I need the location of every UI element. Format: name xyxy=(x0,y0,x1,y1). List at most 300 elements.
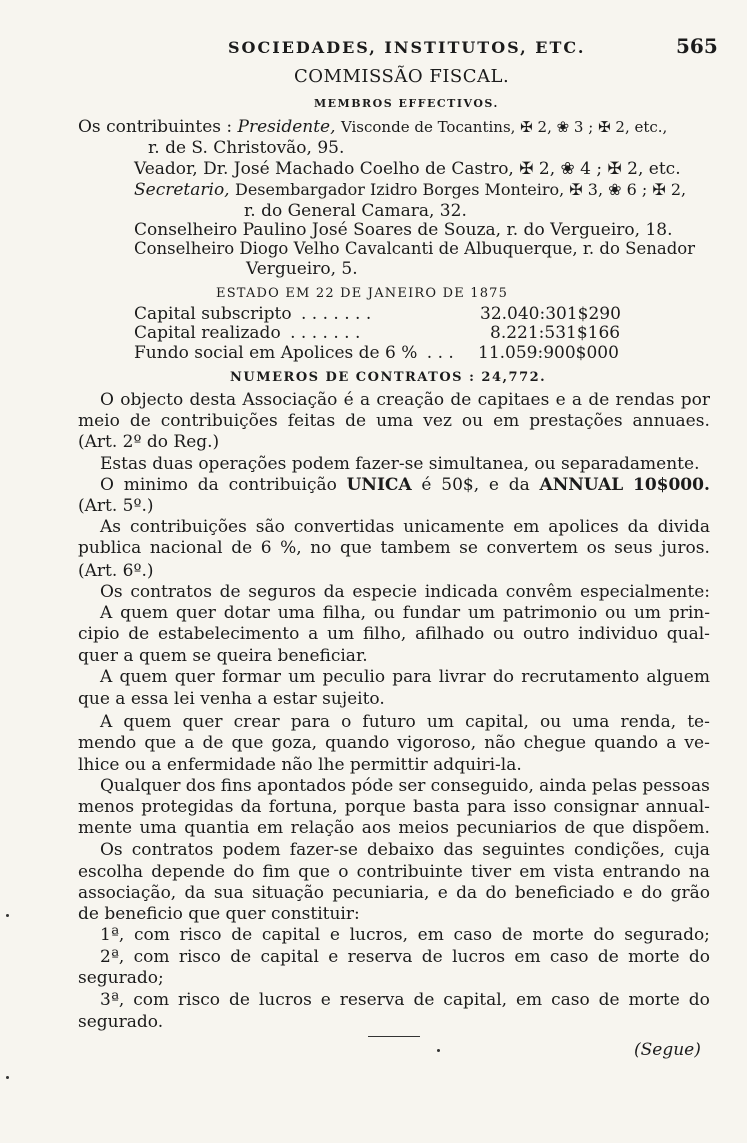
word: de xyxy=(231,538,253,558)
word: com xyxy=(133,947,170,967)
word: é xyxy=(421,475,432,495)
member-2-lead: Veador, Dr. xyxy=(134,159,229,179)
member-3-text: Desembargador Izidro Borges Monteiro, ✠ 3, ❀ 6 ; ✠ 2, xyxy=(235,180,687,199)
body-line xyxy=(100,475,710,495)
section-subtitle: MEMBROS EFFECTIVOS. xyxy=(314,97,499,110)
word: escolha xyxy=(78,862,144,882)
word: beneficiado xyxy=(514,883,615,903)
word: em xyxy=(519,862,546,882)
word: tambem xyxy=(380,538,451,558)
word: que xyxy=(298,862,331,882)
word: seguintes xyxy=(482,840,565,860)
word: uma xyxy=(572,712,610,732)
word: capital, xyxy=(443,990,508,1010)
body-line: segurado; xyxy=(78,968,164,988)
word: meio xyxy=(78,411,120,431)
word: quer xyxy=(174,667,215,687)
word: de xyxy=(501,925,523,945)
word: apolices xyxy=(548,517,619,537)
body-line: quer a quem se queira beneficiar. xyxy=(78,646,368,666)
word: do xyxy=(233,862,255,882)
body-line: Estas duas operações podem fazer-se simultanea, ou separadamente. xyxy=(100,454,700,474)
word: caso xyxy=(453,925,493,945)
word: da xyxy=(184,883,206,903)
word: fim xyxy=(262,862,290,882)
word: lucros, xyxy=(349,925,408,945)
word: aos xyxy=(361,818,391,838)
word: é xyxy=(343,390,354,410)
finance-label: Fundo social em Apolices de 6 % xyxy=(134,343,418,363)
word: um xyxy=(426,712,454,732)
word: objecto xyxy=(120,390,184,410)
word: de xyxy=(129,411,151,431)
word: isso xyxy=(513,797,547,817)
word: As xyxy=(100,517,122,537)
word: reserva xyxy=(347,947,413,967)
word: risco xyxy=(179,925,222,945)
word: e xyxy=(488,475,499,495)
body-line xyxy=(100,990,710,1010)
member-3 xyxy=(134,180,686,200)
word: sua xyxy=(213,883,244,903)
word: te- xyxy=(687,712,710,732)
word: especie xyxy=(352,582,418,602)
member-2 xyxy=(134,159,681,179)
word: fortuna, xyxy=(268,797,338,817)
word: um xyxy=(327,624,355,644)
scan-speck xyxy=(437,1049,440,1052)
word: para xyxy=(392,667,432,687)
word: desta xyxy=(189,390,237,410)
word: 6 xyxy=(260,538,272,558)
word: de xyxy=(219,582,241,602)
finance-value: 32.040:301$290 xyxy=(480,304,621,324)
member-3-cont: r. do General Camara, 32. xyxy=(244,201,467,221)
word: quando xyxy=(594,733,659,753)
word: lucros xyxy=(452,947,506,967)
word: os xyxy=(586,538,606,558)
word: risco xyxy=(178,947,221,967)
word: renda, xyxy=(620,712,677,732)
member-4: Conselheiro Paulino José Soares de Souza, r. do Vergueiro, 18. xyxy=(134,220,673,240)
word: convertem xyxy=(486,538,579,558)
word: ou xyxy=(539,712,562,732)
continued-note: (Segue) xyxy=(634,1040,701,1060)
word: Associação xyxy=(242,390,338,410)
word: a xyxy=(666,733,677,753)
word: que xyxy=(144,733,177,753)
member-1 xyxy=(78,117,667,137)
body-line: de beneficio que quer constituir: xyxy=(78,904,360,924)
word: uma xyxy=(376,411,414,431)
word: do xyxy=(593,925,615,945)
word: ou xyxy=(461,411,484,431)
word: O xyxy=(100,475,114,495)
word: O xyxy=(100,390,114,410)
word: quantia xyxy=(184,818,250,838)
word: a xyxy=(184,733,195,753)
word: livrar xyxy=(438,667,486,687)
word: de xyxy=(228,990,250,1010)
word: morte xyxy=(628,990,680,1010)
word: chegue xyxy=(523,733,587,753)
word: Qualquer xyxy=(100,776,181,796)
word: da xyxy=(627,517,649,537)
word: 2ª, xyxy=(100,947,125,967)
word: divida xyxy=(657,517,710,537)
word: tiver xyxy=(471,862,512,882)
member-5: Conselheiro Diogo Velho Cavalcanti de Albuquerque, r. do Senador xyxy=(134,239,696,258)
body-line xyxy=(100,517,710,537)
word: que xyxy=(339,538,372,558)
word: quer xyxy=(182,712,223,732)
body-line: que a essa lei venha a estar sujeito. xyxy=(78,689,385,709)
word: ainda xyxy=(539,776,587,796)
word: fundar xyxy=(402,603,461,623)
word: e xyxy=(622,883,633,903)
word: o xyxy=(338,862,349,882)
word: ser xyxy=(398,776,426,796)
word: caso xyxy=(551,990,590,1010)
body-line xyxy=(78,411,710,431)
word: reserva xyxy=(339,990,405,1010)
word: feitas xyxy=(287,411,336,431)
word: Os xyxy=(100,840,123,860)
word: não xyxy=(484,733,516,753)
word: de xyxy=(564,818,586,838)
word: da xyxy=(508,475,530,495)
word: de xyxy=(421,947,443,967)
word: de xyxy=(230,947,252,967)
word: contratos xyxy=(131,840,214,860)
body-line xyxy=(100,582,710,602)
word: cipio xyxy=(78,624,120,644)
word: entrando xyxy=(602,862,681,882)
word: apontados xyxy=(257,776,347,796)
word: quem xyxy=(119,667,168,687)
word: de xyxy=(597,947,619,967)
word: do xyxy=(492,667,515,687)
word: da xyxy=(240,797,262,817)
word: lucros xyxy=(258,990,312,1010)
contracts-heading: NUMEROS DE CONTRATOS : 24,772. xyxy=(230,370,547,385)
word: contribuições xyxy=(160,411,278,431)
word: com xyxy=(133,925,170,945)
word: na xyxy=(688,862,710,882)
word: a xyxy=(308,624,319,644)
word: a xyxy=(359,390,371,410)
word: das xyxy=(443,840,474,860)
body-line xyxy=(100,390,710,410)
member-1-cont: r. de S. Christovão, 95. xyxy=(148,138,345,158)
word: basta xyxy=(413,797,460,817)
finance-label: Capital realizado xyxy=(134,323,281,343)
word: recrutamento xyxy=(521,667,640,687)
body-line xyxy=(100,667,710,687)
word: caso xyxy=(549,947,589,967)
word: convertidas xyxy=(293,517,395,537)
word: situação xyxy=(252,883,325,903)
word: pelas xyxy=(591,776,638,796)
word: seus xyxy=(614,538,653,558)
word: pessoas xyxy=(642,776,710,796)
word: de xyxy=(598,990,620,1010)
word: pecuniaria, xyxy=(332,883,430,903)
word: a xyxy=(571,390,583,410)
state-heading: ESTADO EM 22 DE JANEIRO DE 1875 xyxy=(216,286,509,301)
word: morte xyxy=(532,925,584,945)
word: A xyxy=(100,603,113,623)
word: uma xyxy=(277,603,315,623)
word: mente xyxy=(78,818,133,838)
word: de xyxy=(231,925,253,945)
word: capital xyxy=(260,947,319,967)
word: futuro xyxy=(362,712,416,732)
word: qual- xyxy=(666,624,710,644)
word: ou xyxy=(373,603,395,623)
body-line xyxy=(100,925,710,945)
word: conseguido, xyxy=(430,776,534,796)
word: associação, xyxy=(78,883,177,903)
word: capitaes xyxy=(477,390,550,410)
body-line xyxy=(78,797,710,817)
word: A xyxy=(100,712,113,732)
word: morte xyxy=(628,947,680,967)
word: de xyxy=(202,733,224,753)
word: o xyxy=(341,712,352,732)
word: seguros xyxy=(248,582,316,602)
word: uma xyxy=(139,818,177,838)
word: segurado; xyxy=(624,925,710,945)
finance-row xyxy=(134,304,371,324)
word: afilhado xyxy=(415,624,485,644)
word: da xyxy=(197,475,219,495)
body-line: (Art. 6º.) xyxy=(78,561,154,581)
member-3-role: Secretario, xyxy=(134,180,230,200)
word: protegidas xyxy=(141,797,234,817)
word: patrimonio xyxy=(502,603,598,623)
word: vez xyxy=(423,411,452,431)
word: são xyxy=(255,517,285,537)
word: que xyxy=(592,818,625,838)
word: de xyxy=(450,390,472,410)
body-line xyxy=(100,947,710,967)
word: grão xyxy=(670,883,710,903)
finance-row xyxy=(134,343,454,363)
word: publica xyxy=(78,538,142,558)
body-line xyxy=(78,883,710,903)
body-line xyxy=(78,818,710,838)
body-line: (Art. 2º do Reg.) xyxy=(78,432,220,452)
word: dos xyxy=(185,776,216,796)
word: do xyxy=(485,883,507,903)
word: em xyxy=(417,925,444,945)
body-line: (Art. 5º.) xyxy=(78,496,154,516)
word: ANNUAL xyxy=(539,475,624,495)
finance-leader: . . . . . . . xyxy=(290,323,361,343)
word: porque xyxy=(344,797,406,817)
word: filho, xyxy=(362,624,407,644)
body-line: lhice ou a enfermidade não lhe permittir adquiri-la. xyxy=(78,755,522,775)
word: nacional xyxy=(149,538,223,558)
word: mendo xyxy=(78,733,137,753)
word: de xyxy=(413,990,435,1010)
word: depende xyxy=(151,862,226,882)
word: Os xyxy=(100,582,123,602)
word: estabelecimento xyxy=(158,624,300,644)
word: quando xyxy=(325,733,390,753)
word: 10$000. xyxy=(632,475,710,495)
word: annuaes. xyxy=(632,411,710,431)
word: e xyxy=(437,883,448,903)
word: goza, xyxy=(271,733,318,753)
word: contribuições xyxy=(129,517,247,537)
word: do xyxy=(688,947,710,967)
word: annual- xyxy=(645,797,710,817)
word: prin- xyxy=(668,603,710,623)
word: e xyxy=(329,925,340,945)
word: se xyxy=(459,538,478,558)
body-line: segurado. xyxy=(78,1012,164,1032)
word: contratos xyxy=(130,582,212,602)
word: debaixo xyxy=(367,840,435,860)
word: ve- xyxy=(684,733,710,753)
word: em xyxy=(493,411,520,431)
body-line xyxy=(78,733,710,753)
word: para xyxy=(466,797,507,817)
finance-value: 8.221:531$166 xyxy=(490,323,621,343)
word: capital xyxy=(261,925,321,945)
body-line xyxy=(100,840,710,860)
word: formar xyxy=(221,667,282,687)
word: filha, xyxy=(322,603,367,623)
word: fins xyxy=(220,776,252,796)
word: ou xyxy=(605,603,627,623)
member-1-lead: Os contribuintes : xyxy=(78,117,233,137)
word: quem xyxy=(123,712,172,732)
word: creação xyxy=(376,390,445,410)
word: que xyxy=(231,733,264,753)
word: por xyxy=(680,390,710,410)
word: juros. xyxy=(661,538,710,558)
word: menos xyxy=(78,797,135,817)
word: em xyxy=(513,517,540,537)
section-title: COMMISSÃO FISCAL. xyxy=(294,66,510,87)
word: 1ª, xyxy=(100,925,125,945)
word: um xyxy=(633,603,662,623)
word: consignar xyxy=(553,797,639,817)
word: alguem xyxy=(646,667,710,687)
word: ou xyxy=(493,624,515,644)
word: quer xyxy=(175,603,216,623)
word: um xyxy=(288,667,316,687)
body-line xyxy=(78,624,710,644)
word: capital, xyxy=(465,712,529,732)
word: condições, xyxy=(573,840,665,860)
word: da xyxy=(456,883,478,903)
word: dotar xyxy=(223,603,270,623)
word: risco xyxy=(178,990,221,1010)
body-line xyxy=(100,712,710,732)
word: para xyxy=(290,712,330,732)
word: 3ª, xyxy=(100,990,125,1010)
member-5-cont: Vergueiro, 5. xyxy=(246,259,358,279)
member-1-text: Visconde de Tocantins, ✠ 2, ❀ 3 ; ✠ 2, etc., xyxy=(340,118,668,136)
word: e xyxy=(555,390,566,410)
word: no xyxy=(310,538,332,558)
finance-label: Capital subscripto xyxy=(134,304,292,324)
finance-leader: . . . . . . . xyxy=(301,304,372,324)
member-2-text: José Machado Coelho de Castro, ✠ 2, ❀ 4 ; ✠ 2, etc. xyxy=(233,159,681,179)
word: póde xyxy=(351,776,394,796)
word: A xyxy=(100,667,113,687)
word: vigoroso, xyxy=(397,733,477,753)
word: quem xyxy=(120,603,169,623)
word: crear xyxy=(233,712,280,732)
page-number: 565 xyxy=(676,34,718,58)
word: relação xyxy=(290,818,355,838)
word: de xyxy=(588,390,610,410)
word: meios xyxy=(398,818,449,838)
word: de xyxy=(128,624,150,644)
word: com xyxy=(133,990,170,1010)
word: dispõem. xyxy=(632,818,710,838)
word: de xyxy=(345,411,367,431)
word: em xyxy=(256,818,284,838)
word: um xyxy=(467,603,496,623)
word: pecuniarios xyxy=(456,818,557,838)
word: UNICA xyxy=(346,475,412,495)
word: %, xyxy=(280,538,302,558)
finance-leader: . . . xyxy=(426,343,454,363)
word: fazer-se xyxy=(289,840,358,860)
word: rendas xyxy=(615,390,675,410)
word: indicada xyxy=(424,582,499,602)
scan-speck xyxy=(6,1076,9,1079)
word: em xyxy=(516,990,543,1010)
word: unicamente xyxy=(403,517,505,537)
word: prestações xyxy=(529,411,623,431)
word: individuo xyxy=(578,624,658,644)
word: 50$, xyxy=(441,475,480,495)
member-1-role: Presidente, xyxy=(237,117,336,137)
word: da xyxy=(323,582,345,602)
finance-row xyxy=(134,323,360,343)
word: outro xyxy=(522,624,570,644)
word: contribuição xyxy=(228,475,337,495)
word: contribuinte xyxy=(356,862,463,882)
word: cuja xyxy=(674,840,710,860)
word: vista xyxy=(553,862,595,882)
running-title: SOCIEDADES, INSTITUTOS, ETC. xyxy=(228,38,586,57)
body-line xyxy=(100,776,710,796)
word: e xyxy=(320,990,331,1010)
body-line xyxy=(78,538,710,558)
footer-rule xyxy=(368,1036,420,1037)
finance-value: 11.059:900$000 xyxy=(478,343,619,363)
body-line xyxy=(100,603,710,623)
word: e xyxy=(328,947,339,967)
word: convêm xyxy=(505,582,573,602)
word: do xyxy=(688,990,710,1010)
scan-speck xyxy=(6,914,9,917)
word: podem xyxy=(222,840,281,860)
word: em xyxy=(514,947,541,967)
word: especialmente: xyxy=(579,582,710,602)
word: minimo xyxy=(123,475,189,495)
body-line xyxy=(78,862,710,882)
word: do xyxy=(641,883,663,903)
